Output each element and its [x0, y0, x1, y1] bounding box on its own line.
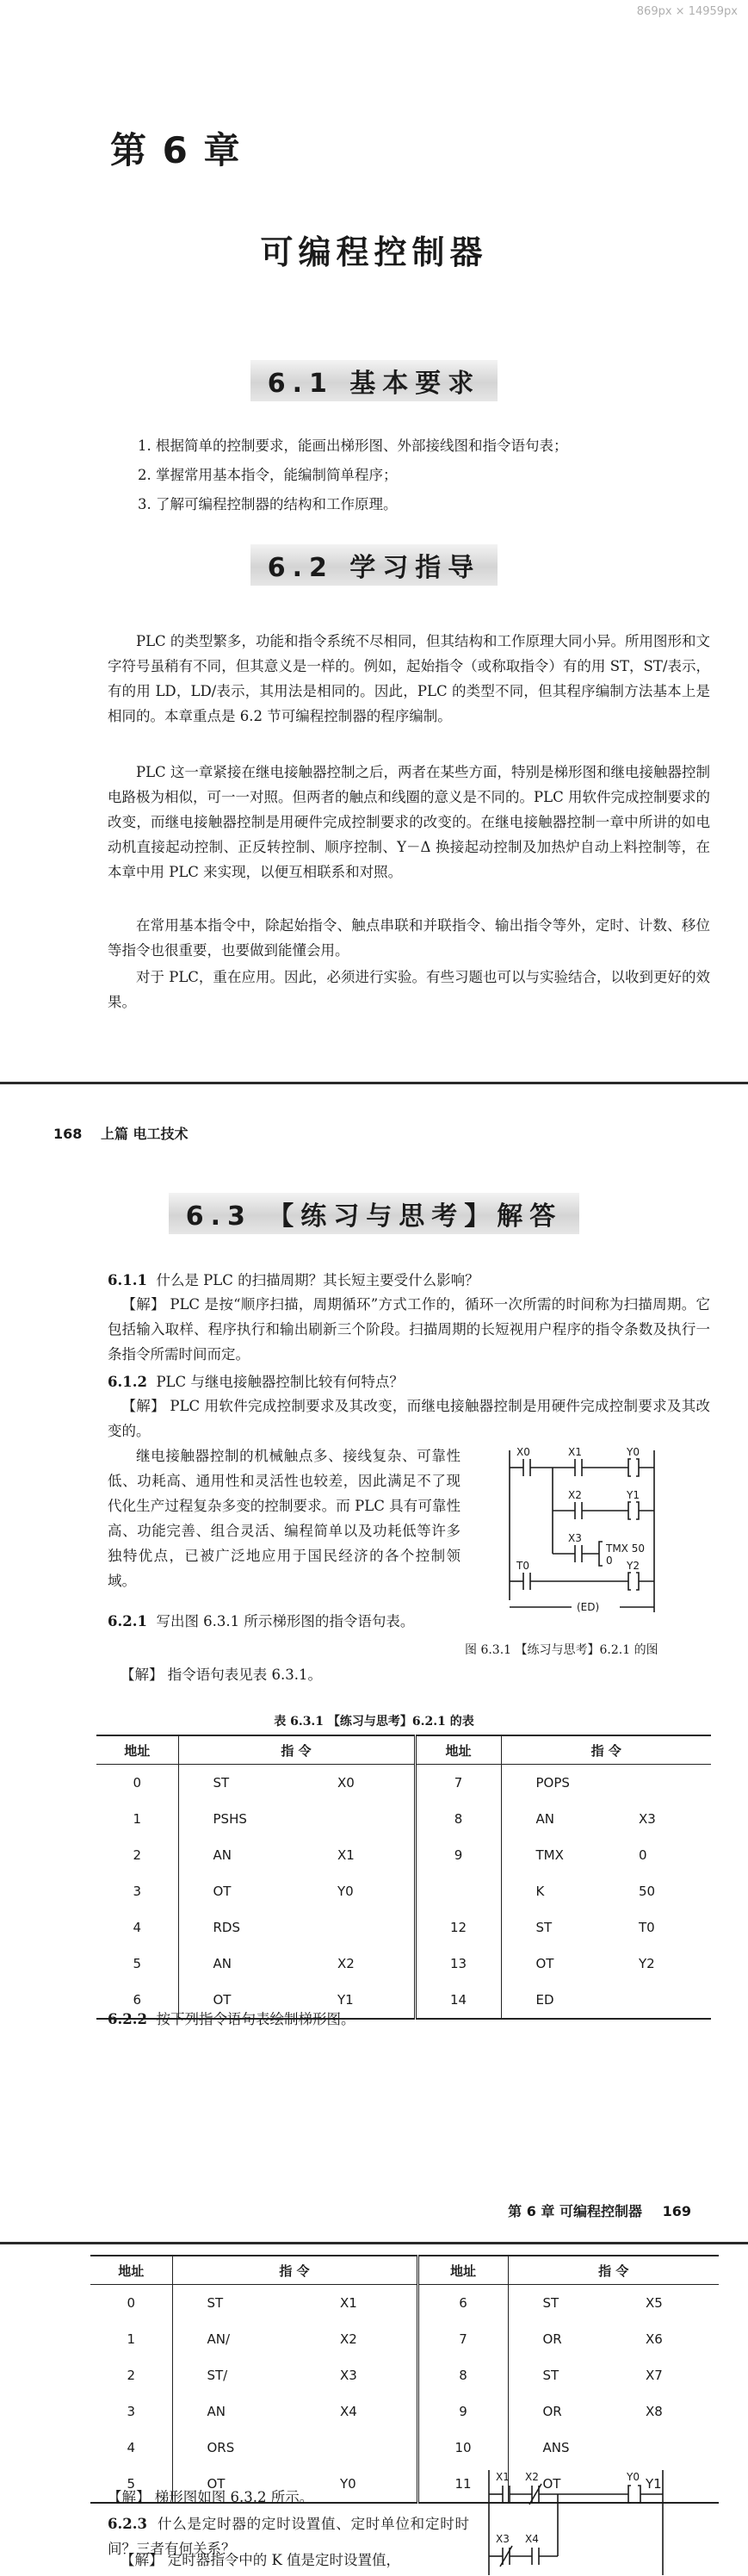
requirement-item-1: 1. 根据简单的控制要求，能画出梯形图、外部接线图和指令语句表； [138, 438, 568, 454]
cell-opcode: ST [508, 2285, 637, 2322]
cell-opcode: OT [178, 1873, 329, 1909]
cell-address: 6 [417, 2285, 508, 2322]
image-dimensions-label: 869px × 14959px [636, 5, 738, 18]
cell-opcode: ANS [508, 2430, 637, 2466]
instruction-table-6-3-1 [96, 1735, 711, 2020]
cell-operand: X4 [340, 2404, 357, 2419]
table-row [96, 1801, 711, 1837]
page-169 [0, 2203, 748, 2576]
cell-operand: T0 [639, 1920, 655, 1935]
label-y1: Y1 [627, 1489, 640, 1501]
cell-address: 11 [417, 2466, 508, 2503]
table-row [90, 2285, 719, 2322]
question-6-2-2 [108, 2007, 710, 2032]
cell-address: 1 [133, 1811, 142, 1827]
cell-opcode: AN/ [172, 2321, 331, 2357]
cell-opcode: OR [508, 2321, 637, 2357]
question-6-2-1 [108, 1609, 461, 1634]
label-x1: X1 [568, 1447, 582, 1458]
cell-opcode: ORS [172, 2430, 331, 2466]
requirement-item-3: 3. 了解可编程控制器的结构和工作原理。 [138, 496, 398, 512]
question-6-1-1 [108, 1268, 710, 1293]
label-y2: Y2 [627, 1560, 640, 1572]
cell-address: 4 [133, 1920, 142, 1935]
cell-operand [329, 1801, 415, 1837]
cell-address: 14 [415, 1982, 501, 2019]
page-number: 169 [662, 2203, 691, 2219]
cell-operand: X7 [646, 2368, 663, 2383]
guidance-paragraph-3: 在常用基本指令中，除起始指令、触点串联和并联指令、输出指令等外，定时、计数、移位等指令也很重要，也要做到能懂会用。 [108, 917, 710, 959]
cell-address: 3 [127, 2404, 136, 2419]
question-number: 6.2.1 [108, 1613, 147, 1629]
question-number: 6.2.3 [108, 2516, 147, 2532]
answer-6-1-2-detail: 继电接触器控制的机械触点多、接线复杂、可靠性低、功耗高、通用性和灵活性也较差，因此满足不了现代化生产过程复杂多变的控制要求。而 PLC 具有可靠性高、功能完善、组合灵活、编程简单以及功耗低等许多独特优点，已被广泛地应用于国民经济的各个控制领域。 [108, 1448, 461, 1589]
timer-bracket-left [599, 1542, 603, 1566]
cell-opcode: OT [508, 2466, 637, 2503]
cell-opcode: PSHS [178, 1801, 329, 1837]
label-x3: X3 [496, 2533, 510, 2545]
label-tmx: TMX 50 [606, 1542, 645, 1555]
cell-opcode: AN [501, 1801, 630, 1837]
question-text: 按下列指令语句表绘制梯形图。 [156, 2011, 355, 2027]
cell-address: 0 [127, 2295, 136, 2311]
ladder-diagram-6-3-2 [482, 2465, 689, 2575]
cell-address: 4 [127, 2440, 136, 2455]
cell-operand [329, 1909, 415, 1946]
section-6-3-title-text: 6.3 【练习与思考】解答 [169, 1193, 580, 1234]
label-x2: X2 [568, 1489, 582, 1501]
answer-6-2-1: 【解】 指令语句表见表 6.3.1。 [121, 1667, 322, 1683]
table-6-3-1-caption: 表 6.3.1 【练习与思考】6.2.1 的表 [274, 1715, 474, 1729]
cell-opcode: RDS [178, 1909, 329, 1946]
label-x1: X1 [496, 2471, 510, 2483]
cell-address: 13 [415, 1946, 501, 1982]
cell-opcode: ST/ [172, 2357, 331, 2393]
cell-opcode: ST [172, 2285, 331, 2322]
cell-address: 2 [133, 1847, 142, 1863]
cell-operand [331, 2430, 417, 2466]
question-text: PLC 与继电接触器控制比较有何特点？ [156, 1374, 404, 1390]
question-number: 6.1.1 [108, 1272, 147, 1288]
section-6-1-title-text: 6.1 基本要求 [250, 360, 498, 401]
cell-operand: X3 [639, 1811, 656, 1827]
page-chapter-6-intro [0, 0, 748, 1077]
header-instruction: 指 令 [172, 2256, 417, 2285]
table-row [96, 1837, 711, 1873]
cell-opcode: TMX [501, 1837, 630, 1873]
cell-opcode: POPS [501, 1765, 630, 1802]
answer-6-2-2: 【解】 梯形图如图 6.3.2 所示。 [108, 2489, 314, 2505]
cell-address: 12 [415, 1909, 501, 1946]
cell-address: 8 [415, 1801, 501, 1837]
cell-operand: X3 [340, 2368, 357, 2383]
section-6-1-title [0, 360, 748, 401]
cell-opcode: ST [501, 1909, 630, 1946]
question-number: 6.2.2 [108, 2011, 147, 2027]
header-address: 地址 [96, 1735, 178, 1765]
cell-opcode: OR [508, 2393, 637, 2430]
question-text: 什么是 PLC 的扫描周期？其长短主要受什么影响？ [156, 1272, 479, 1288]
cell-address: 5 [133, 1956, 142, 1971]
question-number: 6.1.2 [108, 1374, 147, 1390]
coil-y0 [628, 2486, 640, 2503]
question-6-1-2 [108, 1369, 710, 1394]
cell-opcode: OT [172, 2466, 331, 2503]
cell-operand: Y2 [639, 1956, 655, 1971]
cell-address: 9 [417, 2393, 508, 2430]
cell-opcode: ST [508, 2357, 637, 2393]
section-6-3-title [0, 1193, 748, 1234]
cell-opcode: OT [178, 1982, 329, 2019]
cell-operand: X2 [337, 1956, 355, 1971]
cell-operand: Y1 [637, 2466, 719, 2503]
cell-operand: Y0 [331, 2466, 417, 2503]
cell-opcode: ST [178, 1765, 329, 1802]
cell-operand: X2 [340, 2331, 357, 2347]
cell-operand: 50 [639, 1884, 656, 1899]
cell-address: 10 [417, 2430, 508, 2466]
page-number: 168 [53, 1126, 83, 1142]
table-row [96, 1946, 711, 1982]
label-ed: (ED) [577, 1601, 600, 1613]
running-header-text: 上篇 电工技术 [100, 1126, 189, 1142]
cell-opcode: ED [501, 1982, 630, 2019]
header-instruction: 指 令 [501, 1735, 711, 1765]
table-row [96, 1873, 711, 1909]
cell-operand: X0 [337, 1775, 355, 1791]
cell-address: 9 [415, 1837, 501, 1873]
label-x4: X4 [525, 2533, 539, 2545]
label-x3: X3 [568, 1532, 582, 1544]
requirement-item-2: 2. 掌握常用基本指令，能编制简单程序； [138, 467, 398, 483]
cell-opcode: AN [178, 1837, 329, 1873]
cell-address: 0 [133, 1775, 142, 1791]
cell-operand: X5 [646, 2295, 663, 2311]
label-tmx-number: 0 [606, 1555, 613, 1567]
page-168 [0, 1077, 748, 2248]
cell-opcode: K [501, 1873, 630, 1909]
answer-6-2-3: 【解】 定时器指令中的 K 值是定时设置值， [121, 2552, 401, 2568]
label-y0: Y0 [627, 2471, 640, 2483]
header-address: 地址 [90, 2256, 172, 2285]
label-t0: T0 [516, 1560, 529, 1572]
cell-address: 5 [90, 2466, 172, 2503]
coil-y1 [628, 1502, 639, 1519]
question-text: 什么是定时器的定时设置值、定时单位和定时时间？三者有何关系？ [108, 2516, 469, 2557]
cell-operand: 0 [639, 1847, 647, 1863]
cell-address: 3 [133, 1884, 142, 1899]
section-6-2-title [0, 544, 748, 586]
cell-address: 6 [96, 1982, 178, 2019]
header-instruction: 指 令 [178, 1735, 415, 1765]
running-header-text: 第 6 章 可编程控制器 [508, 2203, 643, 2219]
header-address: 地址 [415, 1735, 501, 1765]
section-6-2-title-text: 6.2 学习指导 [250, 544, 498, 586]
table-row [90, 2321, 719, 2357]
chapter-label: 第 6 章 [110, 129, 242, 171]
ladder-diagram-6-3-1 [499, 1447, 719, 1615]
cell-address: 8 [417, 2357, 508, 2393]
cell-opcode: OT [501, 1946, 630, 1982]
header-instruction: 指 令 [508, 2256, 719, 2285]
table-header-row [96, 1735, 711, 1765]
cell-operand [637, 2430, 719, 2466]
label-x0: X0 [516, 1447, 530, 1458]
table-row [90, 2393, 719, 2430]
cell-operand: X8 [646, 2404, 663, 2419]
table-row [90, 2430, 719, 2466]
cell-operand: X6 [646, 2331, 663, 2347]
cell-opcode: AN [172, 2393, 331, 2430]
header-address: 地址 [417, 2256, 508, 2285]
answer-6-1-2: 【解】 PLC 用软件完成控制要求及其改变，而继电接触器控制是用硬件完成控制要求及其改变的。 [108, 1398, 710, 1439]
table-row [96, 1909, 711, 1946]
figure-6-3-1-caption: 图 6.3.1 【练习与思考】6.2.1 的图 [465, 1643, 658, 1657]
chapter-title: 可编程控制器 [260, 233, 488, 271]
guidance-paragraph-1: PLC 的类型繁多，功能和指令系统不尽相同，但其结构和工作原理大同小异。所用图形和文字符号虽稍有不同，但其意义是一样的。例如，起始指令（或称取指令）有的用 ST，ST/表示，有的用 LD，LD/表示，其用法是相同的。因此，PLC 的类型不同，但其程序编制方法基本上是相同的。本章重点是 6.2 节可编程控制器的程序编制。 [108, 633, 710, 724]
cell-address: 7 [415, 1765, 501, 1802]
guidance-paragraph-2: PLC 这一章紧接在继电接触器控制之后，两者在某些方面，特别是梯形图和继电接触器控制电路极为相似，可一一对照。但两者的触点和线圈的意义是不同的。PLC 用软件完成控制要求的改变，而继电接触器控制是用硬件完成控制要求的改变的。在继电接触器控制一章中所讲的如电动机直接起动控制、正反转控制、顺序控制、Y－Δ 换接起动控制及加热炉自动上料控制等，在本章中用 PLC 来实现，以便互相联系和对照。 [108, 764, 710, 880]
running-header-169 [508, 2200, 691, 2220]
label-x2: X2 [525, 2471, 539, 2483]
cell-opcode: AN [178, 1946, 329, 1982]
cell-operand [630, 1765, 711, 1802]
question-text: 写出图 6.3.1 所示梯形图的指令语句表。 [156, 1613, 415, 1629]
cell-operand: X1 [337, 1847, 355, 1863]
cell-address: 1 [127, 2331, 136, 2347]
coil-y2 [628, 1573, 639, 1590]
table-row [96, 1765, 711, 1802]
cell-address: 7 [417, 2321, 508, 2357]
cell-operand: Y0 [337, 1884, 354, 1899]
guidance-paragraph-4: 对于 PLC，重在应用。因此，必须进行实验。有些习题也可以与实验结合，以收到更好的效果。 [108, 969, 710, 1010]
answer-6-1-1: 【解】 PLC 是按“顺序扫描，周期循环”方式工作的，循环一次所需的时间称为扫描周期。它包括输入取样、程序执行和输出刷新三个阶段。扫描周期的长短视用户程序的指令条数及执行一条指令所需时间而定。 [108, 1296, 710, 1362]
label-y0: Y0 [627, 1447, 640, 1458]
cell-operand: X1 [340, 2295, 357, 2311]
table-header-row [90, 2256, 719, 2285]
cell-address [415, 1873, 501, 1909]
coil-y0 [628, 1459, 639, 1476]
cell-operand: Y1 [329, 1982, 415, 2019]
running-header-168 [53, 1123, 189, 1143]
table-row [90, 2357, 719, 2393]
cell-address: 2 [127, 2368, 136, 2383]
